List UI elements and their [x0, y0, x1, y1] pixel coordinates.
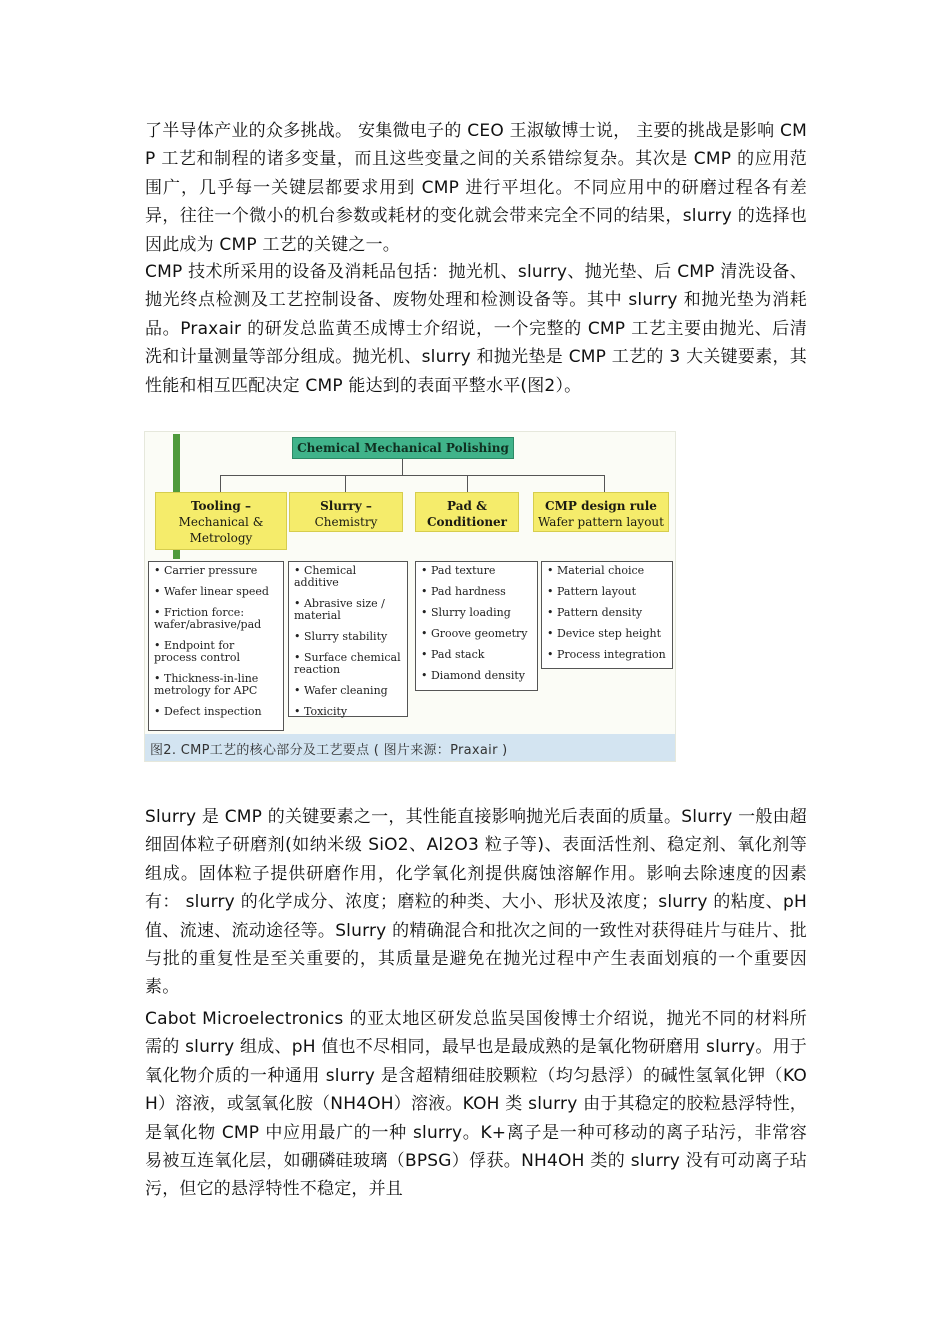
list-item: • Pad hardness [421, 585, 506, 598]
category-pad [415, 492, 519, 532]
category-tooling [155, 492, 287, 550]
list-item: • Slurry loading [421, 606, 511, 619]
category-slurry [289, 492, 403, 532]
figure-main-title: Chemical Mechanical Polishing [292, 437, 514, 459]
list-design-rule [541, 561, 673, 669]
list-item: • Slurry stability [294, 630, 388, 643]
list-item: • Thickness-in-line metrology for APC [154, 672, 259, 697]
list-item: • Chemical additive [294, 564, 357, 589]
figure-caption: 图2. CMP工艺的核心部分及工艺要点 ( 图片来源：Praxair ) [150, 743, 508, 758]
list-item: • Pattern layout [547, 585, 637, 598]
paragraph-1: 了半导体产业的众多挑战。 安集微电子的 CEO 王淑敏博士说， 主要的挑战是影响 CMP 工艺和制程的诸多变量，而且这些变量之间的关系错综复杂。其次是 CMP 的应用范围广，几乎每一关键层都要求用到 CMP 进行平坦化。不同应用中的研磨过程各有差异，往往一个微小的机台参数或耗材的变化就会带来完全不同的结果，slurry 的选择也因此成为 CMP 工艺的关键之一。 [145, 121, 807, 255]
connector-line [220, 475, 605, 476]
list-item: • Material choice [547, 564, 645, 577]
list-item: • Friction force: wafer/abrasive/pad [154, 606, 262, 631]
connector-line [604, 475, 605, 493]
list-item: • Process integration [547, 648, 666, 661]
category-title: Pad & [447, 499, 487, 513]
list-item: • Pad texture [421, 564, 496, 577]
paragraph-4: Cabot Microelectronics 的亚太地区研发总监吴国俊博士介绍说，抛光不同的材料所需的 slurry 组成、pH 值也不尽相同，最早也是最成熟的是氧化物研磨用 slurry。用于氧化物介质的一种通用 slurry 是含超精细硅胶颗粒（均匀悬浮）的碱性氢氧化钾（KOH）溶液，或氢氧化胺（NH4OH）溶液。KOH 类 slurry 由于其稳定的胶粒悬浮特性，是氧化物 CMP 中应用最广的一种 slurry。K+离子是一种可移动的离子玷污，非常容易被互连氧化层，如硼磷硅玻璃（BPSG）俘获。NH4OH 类的 slurry 没有可动离子玷污，但它的悬浮特性不稳定，并且 [145, 1009, 807, 1200]
connector-line [345, 475, 346, 493]
figure-cmp-overview [144, 431, 676, 762]
list-item: • Defect inspection [154, 705, 262, 718]
category-subtitle: Mechanical & Metrology [178, 515, 264, 545]
list-item: • Wafer linear speed [154, 585, 269, 598]
category-title: Slurry – [320, 499, 372, 513]
list-item: • Abrasive size / material [294, 597, 385, 622]
list-item: • Pad stack [421, 648, 485, 661]
category-title: CMP design rule [545, 499, 657, 513]
list-item: • Endpoint for process control [154, 639, 241, 664]
category-design-rule [533, 492, 669, 532]
caption-band [145, 734, 675, 762]
list-slurry [288, 561, 408, 717]
list-pad [415, 561, 538, 691]
list-item: • Device step height [547, 627, 661, 640]
category-subtitle: Wafer pattern layout [538, 515, 664, 529]
category-title: Tooling – [191, 499, 251, 513]
connector-line [220, 475, 221, 493]
list-item: • Groove geometry [421, 627, 528, 640]
list-item: • Wafer cleaning [294, 684, 388, 697]
list-item: • Toxicity [294, 705, 348, 718]
category-subtitle: Conditioner [426, 515, 507, 529]
paragraph-3: Slurry 是 CMP 的关键要素之一，其性能直接影响抛光后表面的质量。Slurry 一般由超细固体粒子研磨剂(如纳米级 SiO2、Al2O3 粒子等)、表面活性剂、稳定剂、氧化剂等组成。固体粒子提供研磨作用，化学氧化剂提供腐蚀溶解作用。影响去除速度的因素有： slurry 的化学成分、浓度；磨粒的种类、大小、形状及浓度；slurry 的粘度、pH 值、流速、流动途径等。Slurry 的精确混合和批次之间的一致性对获得硅片与硅片、批与批的重复性是至关重要的，其质量是避免在抛光过程中产生表面划痕的一个重要因素。 [145, 807, 807, 998]
list-tooling [148, 561, 284, 731]
list-item: • Diamond density [421, 669, 525, 682]
connector-line [467, 475, 468, 493]
category-subtitle: Chemistry [314, 515, 378, 529]
list-item: • Pattern density [547, 606, 643, 619]
paragraph-2: CMP 技术所采用的设备及消耗品包括：抛光机、slurry、抛光垫、后 CMP 清洗设备、抛光终点检测及工艺控制设备、废物处理和检测设备等。其中 slurry 和抛光垫为消耗品。Praxair 的研发总监黄丕成博士介绍说，一个完整的 CMP 工艺主要由抛光、后清洗和计量测量等部分组成。抛光机、slurry 和抛光垫是 CMP 工艺的 3 大关键要素，其性能和相互匹配决定 CMP 能达到的表面平整水平(图2）。 [145, 262, 807, 396]
list-item: • Carrier pressure [154, 564, 258, 577]
list-item: • Surface chemical reaction [294, 651, 401, 676]
connector-line [402, 459, 403, 475]
